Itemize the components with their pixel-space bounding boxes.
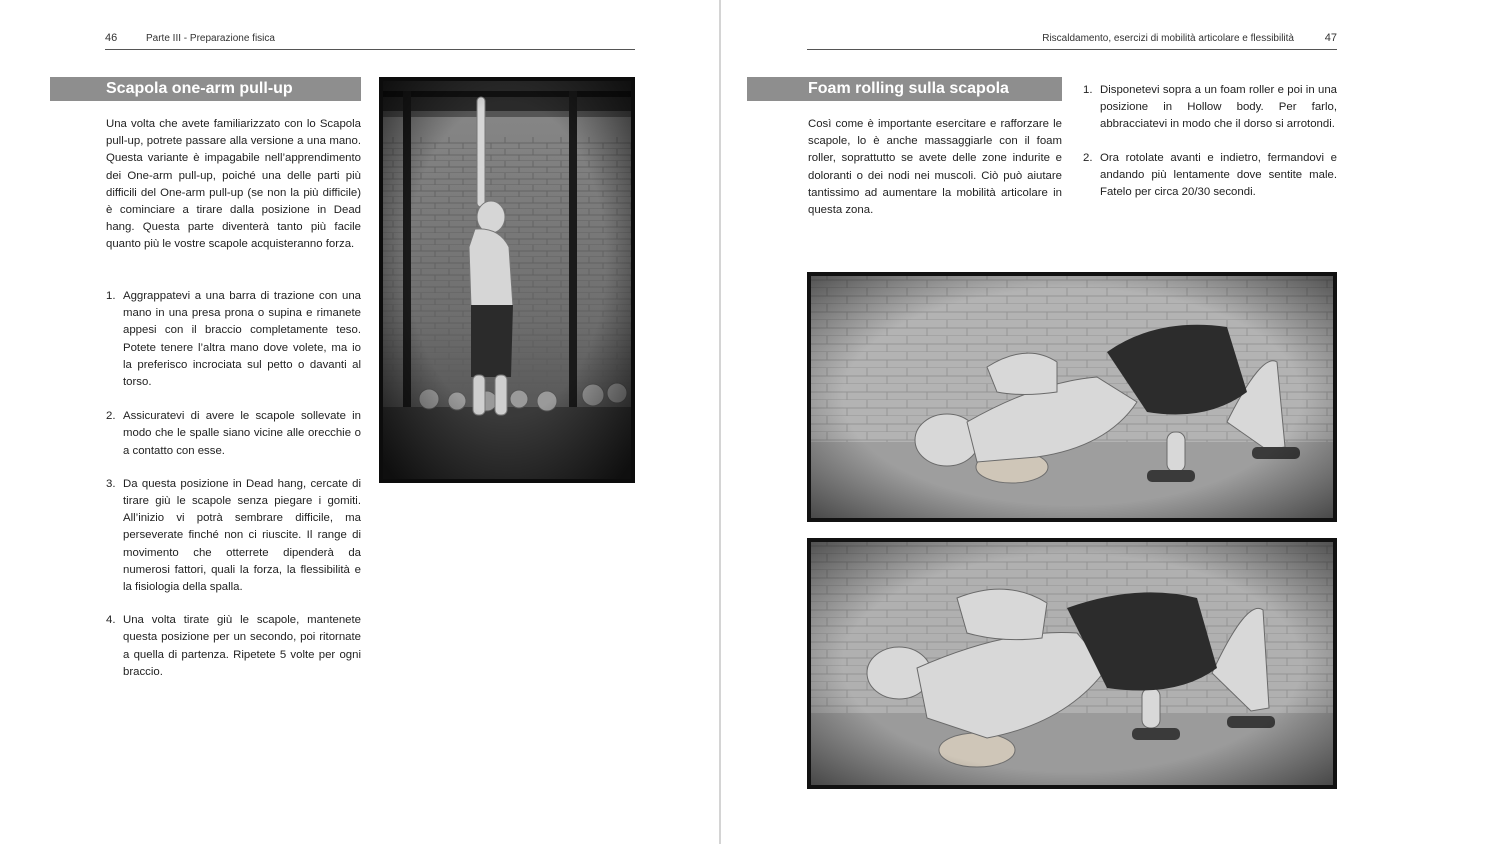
- intro-paragraph: Una volta che avete familiarizzato con lo Scapola pull-up, potrete passare alla versione a una mano. Questa variante è impagabile nell’apprendimento dei One-arm pull-up, poiché una delle parti più difficili del One-arm pull-up (se non la più difficile) è cominciare a tirare dalla posizione in Dead hang. Questa parte diventerà tanto più facile quanto più le vostre scapole acquisteranno forza.: [106, 118, 361, 251]
- step-number: 1.: [106, 290, 116, 302]
- foam-roll-illustration-2: [807, 538, 1337, 789]
- step-text: Ora rotolate avanti e indietro, fermandovi e andando più lentamente dove sentite male. Fatelo per circa 20/30 secondi.: [1100, 151, 1337, 199]
- pullup-photo: [379, 77, 635, 483]
- list-item: [106, 408, 361, 460]
- right-page: [721, 0, 1500, 844]
- section-heading: Foam rolling sulla scapola: [747, 77, 1062, 101]
- page-number: 47: [1324, 32, 1337, 44]
- step-text: Disponetevi sopra a un foam roller e poi in una posizione in Hollow body. Per farlo, abbracciatevi in modo che il dorso si arrotondi.: [1100, 84, 1337, 131]
- list-item: [106, 288, 361, 391]
- step-text: Una volta tirate giù le scapole, mantenete questa posizione per un secondo, poi ritornate a quella di partenza. Ripetete 5 volte per ogni braccio.: [123, 614, 361, 678]
- pullup-illustration: [379, 77, 635, 483]
- foam-roll-photo-2: [807, 538, 1337, 789]
- step-number: 4.: [106, 614, 116, 627]
- foam-roll-photo-1: [807, 272, 1337, 522]
- step-number: 2.: [106, 410, 116, 423]
- step-text: Da questa posizione in Dead hang, cercate di tirare giù le scapole senza piegare i gomiti. All’inizio vi potrà sembrare difficile, ma perseverate finché non ci riuscite. Il range di movimento che otterrete dipenderà da numerosi fattori, quali la forza, la flessibilità e la fisiologia della spalla.: [123, 477, 361, 594]
- list-item: [106, 476, 361, 596]
- steps-list: [1083, 82, 1337, 217]
- step-text: Assicuratevi di avere le scapole sollevate in modo che le spalle siano vicine alle orecchie o a contatto con esse.: [123, 410, 361, 457]
- section-heading: Scapola one-arm pull-up: [50, 77, 361, 101]
- step-text: Aggrappatevi a una barra di trazione con una mano in una presa prona o supina e rimanete appesi con il braccio completamente teso. Potete tenere l’altra mano dove volete, ma io la preferisco incrociata sul petto o davanti al torso.: [123, 290, 361, 389]
- foam-roll-illustration-1: [807, 272, 1337, 522]
- list-item: [1083, 150, 1337, 202]
- left-page: [0, 0, 719, 844]
- section-label: Riscaldamento, esercizi di mobilità articolare e flessibilità: [1042, 33, 1294, 44]
- step-number: 1.: [1083, 84, 1093, 96]
- list-item: [1083, 82, 1337, 134]
- intro-paragraph: Così come è importante esercitare e rafforzare le scapole, lo è anche massaggiarle con il foam roller, soprattutto se avete delle zone indurite e doloranti o dei nodi nei muscoli. Ciò può aiutare tantissimo ad aumentare la mobilità articolare in questa zona.: [808, 118, 1062, 217]
- steps-list: [106, 288, 361, 697]
- section-label: Parte III - Preparazione fisica: [146, 33, 275, 44]
- page-number: 46: [105, 32, 118, 44]
- step-number: 3.: [106, 477, 116, 490]
- list-item: [106, 612, 361, 681]
- step-number: 2.: [1083, 151, 1093, 164]
- running-head: [807, 32, 1337, 50]
- running-head: [105, 32, 635, 50]
